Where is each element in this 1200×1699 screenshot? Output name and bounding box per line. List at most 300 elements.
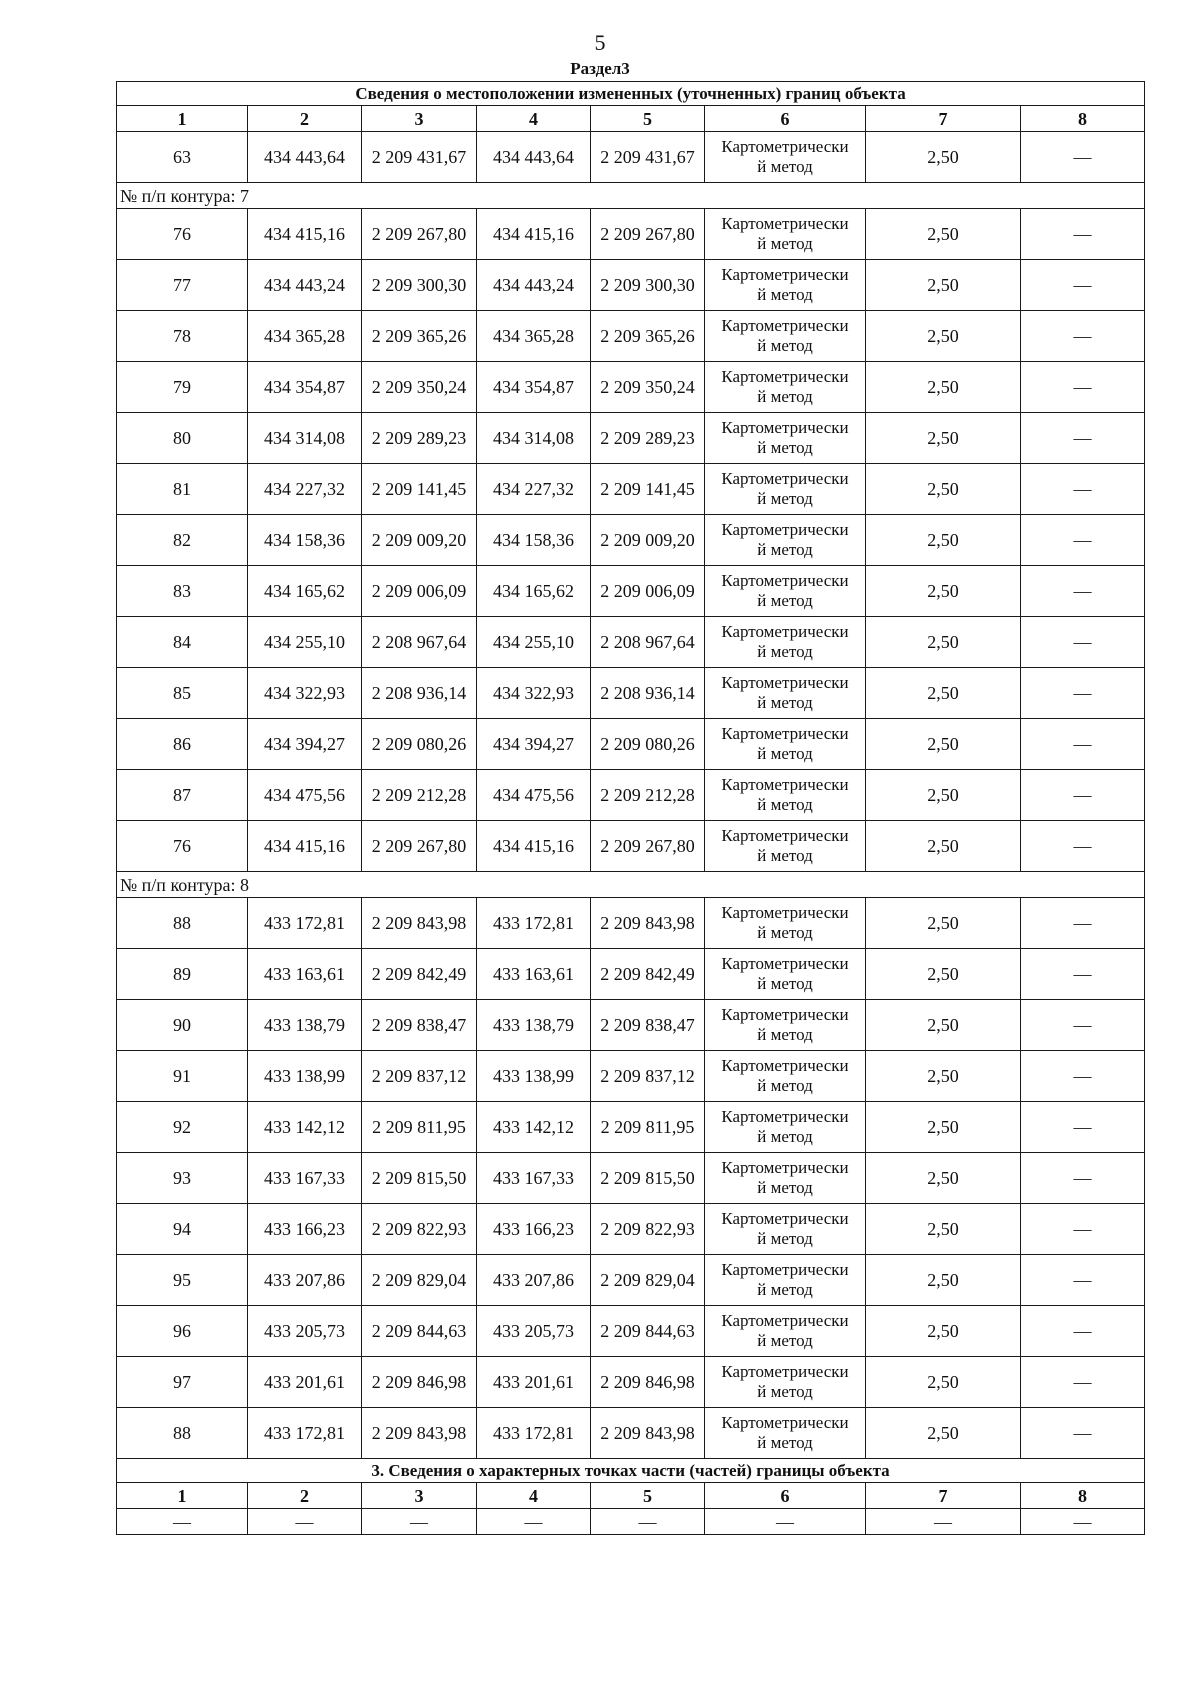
description-cell: — (1021, 413, 1145, 464)
x-coordinate-refined-cell: 433 138,79 (477, 1000, 591, 1051)
method-text-line1: Картометрически (721, 775, 849, 794)
y-coordinate-refined-cell: 2 209 843,98 (591, 898, 705, 949)
table-row (117, 1357, 1145, 1408)
table-row (117, 362, 1145, 413)
x-coordinate-existing-cell: 434 443,64 (248, 132, 362, 183)
point-number-cell: 87 (117, 770, 248, 821)
table-row (117, 668, 1145, 719)
method-cell (705, 209, 866, 260)
point-number-cell: 88 (117, 1408, 248, 1459)
method-cell (705, 821, 866, 872)
table-title-row (117, 82, 1145, 106)
y-coordinate-refined-cell: 2 209 431,67 (591, 132, 705, 183)
accuracy-cell: 2,50 (866, 1255, 1021, 1306)
point-number-cell: 79 (117, 362, 248, 413)
method-text-line1: Картометрически (721, 137, 849, 156)
y-coordinate-refined-cell: 2 209 212,28 (591, 770, 705, 821)
method-cell (705, 1000, 866, 1051)
y-coordinate-existing-cell: 2 209 838,47 (362, 1000, 477, 1051)
accuracy-cell: 2,50 (866, 209, 1021, 260)
method-text-line1: Картометрически (721, 954, 849, 973)
accuracy-cell: 2,50 (866, 821, 1021, 872)
method-text-line1: Картометрически (721, 622, 849, 641)
method-text-line1: Картометрически (721, 1056, 849, 1075)
parts-table-title: 3. Сведения о характерных точках части (частей) границы объекта (117, 1459, 1145, 1483)
description-cell: — (1021, 821, 1145, 872)
x-coordinate-refined-cell: 433 142,12 (477, 1102, 591, 1153)
y-coordinate-existing-cell: 2 209 843,98 (362, 898, 477, 949)
description-cell: — (1021, 770, 1145, 821)
contour-label: № п/п контура: 7 (117, 183, 1145, 209)
column-number: 5 (591, 1483, 705, 1509)
table-row (117, 515, 1145, 566)
table-row (117, 1306, 1145, 1357)
accuracy-cell: 2,50 (866, 515, 1021, 566)
x-coordinate-refined-cell: 434 394,27 (477, 719, 591, 770)
y-coordinate-existing-cell: 2 209 365,26 (362, 311, 477, 362)
method-text-line1: Картометрически (721, 1158, 849, 1177)
description-cell: — (1021, 1102, 1145, 1153)
column-number-row (117, 106, 1145, 132)
table-row (117, 1408, 1145, 1459)
empty-cell: — (362, 1509, 477, 1535)
method-text-line1: Картометрически (721, 1362, 849, 1381)
table-row (117, 719, 1145, 770)
method-cell (705, 1051, 866, 1102)
column-number: 6 (705, 106, 866, 132)
column-number: 8 (1021, 1483, 1145, 1509)
point-number-cell: 96 (117, 1306, 248, 1357)
description-cell: — (1021, 1204, 1145, 1255)
method-text-line1: Картометрически (721, 673, 849, 692)
method-text-line2: й метод (757, 923, 813, 942)
x-coordinate-refined-cell: 434 415,16 (477, 209, 591, 260)
x-coordinate-existing-cell: 434 314,08 (248, 413, 362, 464)
x-coordinate-existing-cell: 433 163,61 (248, 949, 362, 1000)
description-cell: — (1021, 719, 1145, 770)
method-cell (705, 1204, 866, 1255)
y-coordinate-existing-cell: 2 209 009,20 (362, 515, 477, 566)
y-coordinate-refined-cell: 2 209 141,45 (591, 464, 705, 515)
method-text-line1: Картометрически (721, 903, 849, 922)
method-text-line2: й метод (757, 489, 813, 508)
x-coordinate-existing-cell: 434 415,16 (248, 209, 362, 260)
x-coordinate-existing-cell: 433 167,33 (248, 1153, 362, 1204)
point-number-cell: 81 (117, 464, 248, 515)
section-title: Раздел3 (570, 59, 630, 78)
method-text-line1: Картометрически (721, 214, 849, 233)
y-coordinate-refined-cell: 2 209 846,98 (591, 1357, 705, 1408)
table-row (117, 617, 1145, 668)
method-text-line1: Картометрически (721, 1107, 849, 1126)
method-cell (705, 1408, 866, 1459)
method-text-line2: й метод (757, 1229, 813, 1248)
accuracy-cell: 2,50 (866, 464, 1021, 515)
x-coordinate-existing-cell: 433 142,12 (248, 1102, 362, 1153)
column-number: 2 (248, 106, 362, 132)
x-coordinate-existing-cell: 434 443,24 (248, 260, 362, 311)
point-number-cell: 77 (117, 260, 248, 311)
table-row (117, 413, 1145, 464)
y-coordinate-existing-cell: 2 209 350,24 (362, 362, 477, 413)
method-cell (705, 566, 866, 617)
method-cell (705, 260, 866, 311)
x-coordinate-refined-cell: 434 443,24 (477, 260, 591, 311)
description-cell: — (1021, 1255, 1145, 1306)
parts-table-title-row (117, 1459, 1145, 1483)
accuracy-cell: 2,50 (866, 1408, 1021, 1459)
point-number-cell: 90 (117, 1000, 248, 1051)
method-cell (705, 1153, 866, 1204)
x-coordinate-existing-cell: 433 201,61 (248, 1357, 362, 1408)
y-coordinate-existing-cell: 2 209 811,95 (362, 1102, 477, 1153)
method-cell (705, 719, 866, 770)
accuracy-cell: 2,50 (866, 719, 1021, 770)
method-text-line2: й метод (757, 1331, 813, 1350)
table-row (117, 898, 1145, 949)
y-coordinate-existing-cell: 2 209 289,23 (362, 413, 477, 464)
description-cell: — (1021, 1051, 1145, 1102)
y-coordinate-existing-cell: 2 209 267,80 (362, 821, 477, 872)
x-coordinate-refined-cell: 433 201,61 (477, 1357, 591, 1408)
x-coordinate-existing-cell: 433 172,81 (248, 898, 362, 949)
method-text-line1: Картометрически (721, 520, 849, 539)
x-coordinate-refined-cell: 433 205,73 (477, 1306, 591, 1357)
description-cell: — (1021, 1357, 1145, 1408)
table-row (117, 1102, 1145, 1153)
x-coordinate-refined-cell: 434 354,87 (477, 362, 591, 413)
point-number-cell: 88 (117, 898, 248, 949)
method-cell (705, 898, 866, 949)
column-number: 2 (248, 1483, 362, 1509)
accuracy-cell: 2,50 (866, 1051, 1021, 1102)
column-number: 6 (705, 1483, 866, 1509)
column-number: 3 (362, 106, 477, 132)
x-coordinate-refined-cell: 433 166,23 (477, 1204, 591, 1255)
accuracy-cell: 2,50 (866, 1000, 1021, 1051)
description-cell: — (1021, 209, 1145, 260)
table-row (117, 209, 1145, 260)
table-row (117, 821, 1145, 872)
y-coordinate-refined-cell: 2 209 350,24 (591, 362, 705, 413)
y-coordinate-refined-cell: 2 209 289,23 (591, 413, 705, 464)
table-row (117, 1204, 1145, 1255)
x-coordinate-refined-cell: 434 475,56 (477, 770, 591, 821)
y-coordinate-refined-cell: 2 209 811,95 (591, 1102, 705, 1153)
method-text-line1: Картометрически (721, 418, 849, 437)
x-coordinate-existing-cell: 433 138,79 (248, 1000, 362, 1051)
page-number: 5 (594, 30, 606, 55)
table-row (117, 311, 1145, 362)
y-coordinate-existing-cell: 2 209 844,63 (362, 1306, 477, 1357)
y-coordinate-refined-cell: 2 209 843,98 (591, 1408, 705, 1459)
x-coordinate-refined-cell: 433 163,61 (477, 949, 591, 1000)
method-cell (705, 132, 866, 183)
y-coordinate-existing-cell: 2 209 141,45 (362, 464, 477, 515)
empty-cell: — (591, 1509, 705, 1535)
table-row (117, 566, 1145, 617)
x-coordinate-existing-cell: 434 394,27 (248, 719, 362, 770)
column-number: 4 (477, 1483, 591, 1509)
y-coordinate-existing-cell: 2 209 842,49 (362, 949, 477, 1000)
method-text-line1: Картометрически (721, 724, 849, 743)
point-number-cell: 89 (117, 949, 248, 1000)
point-number-cell: 82 (117, 515, 248, 566)
column-number: 4 (477, 106, 591, 132)
x-coordinate-existing-cell: 433 172,81 (248, 1408, 362, 1459)
method-cell (705, 949, 866, 1000)
table-row (117, 770, 1145, 821)
description-cell: — (1021, 566, 1145, 617)
column-number: 7 (866, 1483, 1021, 1509)
x-coordinate-existing-cell: 433 205,73 (248, 1306, 362, 1357)
y-coordinate-existing-cell: 2 209 843,98 (362, 1408, 477, 1459)
description-cell: — (1021, 1306, 1145, 1357)
x-coordinate-existing-cell: 434 227,32 (248, 464, 362, 515)
table-row (117, 1000, 1145, 1051)
table-row (117, 1153, 1145, 1204)
x-coordinate-existing-cell: 434 158,36 (248, 515, 362, 566)
y-coordinate-existing-cell: 2 209 080,26 (362, 719, 477, 770)
y-coordinate-refined-cell: 2 209 300,30 (591, 260, 705, 311)
description-cell: — (1021, 617, 1145, 668)
y-coordinate-refined-cell: 2 209 837,12 (591, 1051, 705, 1102)
column-number: 7 (866, 106, 1021, 132)
method-text-line1: Картометрически (721, 265, 849, 284)
method-text-line2: й метод (757, 1127, 813, 1146)
method-text-line1: Картометрически (721, 367, 849, 386)
column-number: 1 (117, 1483, 248, 1509)
method-text-line2: й метод (757, 438, 813, 457)
y-coordinate-refined-cell: 2 209 842,49 (591, 949, 705, 1000)
y-coordinate-existing-cell: 2 209 267,80 (362, 209, 477, 260)
table-row (117, 1255, 1145, 1306)
method-text-line1: Картометрически (721, 1005, 849, 1024)
accuracy-cell: 2,50 (866, 949, 1021, 1000)
point-number-cell: 86 (117, 719, 248, 770)
method-text-line1: Картометрически (721, 1260, 849, 1279)
method-text-line2: й метод (757, 1382, 813, 1401)
accuracy-cell: 2,50 (866, 566, 1021, 617)
x-coordinate-refined-cell: 434 158,36 (477, 515, 591, 566)
method-text-line2: й метод (757, 234, 813, 253)
method-text-line2: й метод (757, 157, 813, 176)
method-text-line2: й метод (757, 795, 813, 814)
x-coordinate-refined-cell: 434 165,62 (477, 566, 591, 617)
y-coordinate-refined-cell: 2 209 080,26 (591, 719, 705, 770)
y-coordinate-refined-cell: 2 208 967,64 (591, 617, 705, 668)
method-text-line2: й метод (757, 1076, 813, 1095)
contour-label: № п/п контура: 8 (117, 872, 1145, 898)
description-cell: — (1021, 260, 1145, 311)
x-coordinate-existing-cell: 434 322,93 (248, 668, 362, 719)
description-cell: — (1021, 668, 1145, 719)
table-row (117, 949, 1145, 1000)
y-coordinate-refined-cell: 2 209 365,26 (591, 311, 705, 362)
method-text-line2: й метод (757, 693, 813, 712)
description-cell: — (1021, 949, 1145, 1000)
method-text-line1: Картометрически (721, 1209, 849, 1228)
method-text-line2: й метод (757, 642, 813, 661)
x-coordinate-existing-cell: 433 166,23 (248, 1204, 362, 1255)
accuracy-cell: 2,50 (866, 668, 1021, 719)
method-cell (705, 617, 866, 668)
point-number-cell: 83 (117, 566, 248, 617)
y-coordinate-existing-cell: 2 209 212,28 (362, 770, 477, 821)
x-coordinate-refined-cell: 434 322,93 (477, 668, 591, 719)
method-text-line2: й метод (757, 540, 813, 559)
accuracy-cell: 2,50 (866, 311, 1021, 362)
description-cell: — (1021, 311, 1145, 362)
description-cell: — (1021, 362, 1145, 413)
method-text-line2: й метод (757, 1178, 813, 1197)
y-coordinate-refined-cell: 2 209 009,20 (591, 515, 705, 566)
x-coordinate-existing-cell: 434 255,10 (248, 617, 362, 668)
column-number: 3 (362, 1483, 477, 1509)
point-number-cell: 84 (117, 617, 248, 668)
method-cell (705, 668, 866, 719)
accuracy-cell: 2,50 (866, 1204, 1021, 1255)
description-cell: — (1021, 1000, 1145, 1051)
y-coordinate-existing-cell: 2 209 837,12 (362, 1051, 477, 1102)
description-cell: — (1021, 1153, 1145, 1204)
x-coordinate-existing-cell: 434 354,87 (248, 362, 362, 413)
method-text-line2: й метод (757, 974, 813, 993)
accuracy-cell: 2,50 (866, 898, 1021, 949)
x-coordinate-refined-cell: 434 443,64 (477, 132, 591, 183)
x-coordinate-refined-cell: 433 167,33 (477, 1153, 591, 1204)
method-text-line1: Картометрически (721, 469, 849, 488)
accuracy-cell: 2,50 (866, 260, 1021, 311)
method-cell (705, 1255, 866, 1306)
y-coordinate-existing-cell: 2 209 822,93 (362, 1204, 477, 1255)
accuracy-cell: 2,50 (866, 413, 1021, 464)
y-coordinate-existing-cell: 2 209 846,98 (362, 1357, 477, 1408)
accuracy-cell: 2,50 (866, 362, 1021, 413)
y-coordinate-existing-cell: 2 208 967,64 (362, 617, 477, 668)
x-coordinate-refined-cell: 434 255,10 (477, 617, 591, 668)
description-cell: — (1021, 1408, 1145, 1459)
x-coordinate-refined-cell: 434 365,28 (477, 311, 591, 362)
method-text-line1: Картометрически (721, 316, 849, 335)
method-text-line1: Картометрически (721, 571, 849, 590)
y-coordinate-existing-cell: 2 209 829,04 (362, 1255, 477, 1306)
x-coordinate-existing-cell: 434 165,62 (248, 566, 362, 617)
empty-cell: — (866, 1509, 1021, 1535)
x-coordinate-existing-cell: 433 138,99 (248, 1051, 362, 1102)
point-number-cell: 63 (117, 132, 248, 183)
boundary-points-table (116, 81, 1145, 1535)
accuracy-cell: 2,50 (866, 617, 1021, 668)
table-row (117, 132, 1145, 183)
method-text-line2: й метод (757, 591, 813, 610)
table-title: Сведения о местоположении измененных (уточненных) границ объекта (117, 82, 1145, 106)
method-cell (705, 1102, 866, 1153)
method-text-line1: Картометрически (721, 1413, 849, 1432)
x-coordinate-refined-cell: 434 227,32 (477, 464, 591, 515)
column-number: 1 (117, 106, 248, 132)
method-text-line2: й метод (757, 1280, 813, 1299)
description-cell: — (1021, 132, 1145, 183)
accuracy-cell: 2,50 (866, 1153, 1021, 1204)
accuracy-cell: 2,50 (866, 1357, 1021, 1408)
column-number: 5 (591, 106, 705, 132)
contour-header-row (117, 872, 1145, 898)
empty-cell: — (1021, 1509, 1145, 1535)
method-text-line2: й метод (757, 285, 813, 304)
method-text-line2: й метод (757, 744, 813, 763)
x-coordinate-existing-cell: 434 475,56 (248, 770, 362, 821)
y-coordinate-refined-cell: 2 209 006,09 (591, 566, 705, 617)
method-cell (705, 1306, 866, 1357)
point-number-cell: 95 (117, 1255, 248, 1306)
method-text-line2: й метод (757, 387, 813, 406)
y-coordinate-refined-cell: 2 209 838,47 (591, 1000, 705, 1051)
description-cell: — (1021, 898, 1145, 949)
y-coordinate-refined-cell: 2 209 829,04 (591, 1255, 705, 1306)
parts-column-number-row (117, 1483, 1145, 1509)
y-coordinate-refined-cell: 2 209 822,93 (591, 1204, 705, 1255)
point-number-cell: 78 (117, 311, 248, 362)
y-coordinate-refined-cell: 2 209 815,50 (591, 1153, 705, 1204)
accuracy-cell: 2,50 (866, 1102, 1021, 1153)
x-coordinate-refined-cell: 433 172,81 (477, 898, 591, 949)
empty-cell: — (117, 1509, 248, 1535)
y-coordinate-refined-cell: 2 209 267,80 (591, 209, 705, 260)
point-number-cell: 91 (117, 1051, 248, 1102)
empty-cell: — (705, 1509, 866, 1535)
x-coordinate-refined-cell: 434 415,16 (477, 821, 591, 872)
description-cell: — (1021, 464, 1145, 515)
y-coordinate-refined-cell: 2 209 844,63 (591, 1306, 705, 1357)
x-coordinate-existing-cell: 434 415,16 (248, 821, 362, 872)
empty-cell: — (248, 1509, 362, 1535)
method-text-line2: й метод (757, 336, 813, 355)
table-row (117, 1051, 1145, 1102)
method-cell (705, 413, 866, 464)
point-number-cell: 76 (117, 821, 248, 872)
empty-cell: — (477, 1509, 591, 1535)
method-cell (705, 362, 866, 413)
parts-empty-row (117, 1509, 1145, 1535)
y-coordinate-refined-cell: 2 208 936,14 (591, 668, 705, 719)
y-coordinate-existing-cell: 2 209 300,30 (362, 260, 477, 311)
x-coordinate-existing-cell: 434 365,28 (248, 311, 362, 362)
description-cell: — (1021, 515, 1145, 566)
y-coordinate-existing-cell: 2 208 936,14 (362, 668, 477, 719)
point-number-cell: 97 (117, 1357, 248, 1408)
point-number-cell: 94 (117, 1204, 248, 1255)
y-coordinate-existing-cell: 2 209 815,50 (362, 1153, 477, 1204)
point-number-cell: 76 (117, 209, 248, 260)
method-text-line2: й метод (757, 1433, 813, 1452)
x-coordinate-refined-cell: 433 138,99 (477, 1051, 591, 1102)
x-coordinate-refined-cell: 433 172,81 (477, 1408, 591, 1459)
method-cell (705, 515, 866, 566)
method-cell (705, 1357, 866, 1408)
column-number: 8 (1021, 106, 1145, 132)
table-row (117, 464, 1145, 515)
method-cell (705, 464, 866, 515)
accuracy-cell: 2,50 (866, 132, 1021, 183)
accuracy-cell: 2,50 (866, 1306, 1021, 1357)
method-text-line1: Картометрически (721, 826, 849, 845)
y-coordinate-existing-cell: 2 209 431,67 (362, 132, 477, 183)
table-row (117, 260, 1145, 311)
y-coordinate-existing-cell: 2 209 006,09 (362, 566, 477, 617)
point-number-cell: 80 (117, 413, 248, 464)
point-number-cell: 93 (117, 1153, 248, 1204)
